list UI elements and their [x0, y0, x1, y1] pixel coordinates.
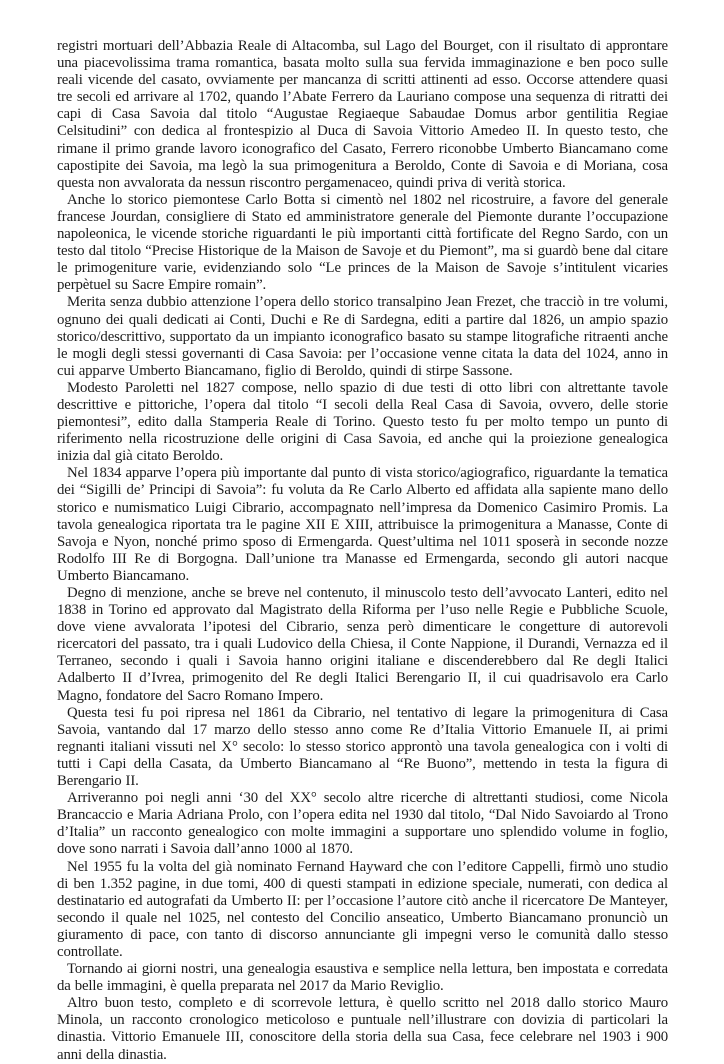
paragraph: Degno di menzione, anche se breve nel contenuto, il minuscolo testo dell’avvocato Lanteri, edito nel 1838 in Torino ed approvato dal Magistrato della Riforma per l’uso nelle Regie e Pubbliche Scuole, dove viene avvalorata l’ipotesi del Cibrario, senza però dimenticare le congetture di autorevoli ricercatori del passato, tra i quali Ludovico della Chiesa, il Conte Nappione, il Durandi, Vernazza ed il Terraneo, secondo i quali i Savoia hanno origini italiane e discenderebbero dal Re degli Italici Adalberto II d’Ivrea, primogenito del Re degli Italici Berengario II, il cui quadrisavolo era Carlo Magno, fondatore del Sacro Romano Impero.: [57, 585, 668, 704]
paragraph: registri mortuari dell’Abbazia Reale di Altacomba, sul Lago del Bourget, con il risultato di approntare una piacevolissima trama romantica, basata molto sulla sua fervida immaginazione e ben poco sulle reali vicende del casato, ovviamente per mancanza di scritti attinenti ad esso. Occorse attendere quasi tre secoli ed arrivare al 1702, quando l’Abate Ferrero da Lauriano compose una sequenza di ritratti dei capi di Casa Savoia dal titolo “Augustae Regiaeque Sabaudae Domus arbor gentilitia Regiae Celsitudini” con dedica al frontespizio al Duca di Savoia Vittorio Amedeo II. In questo testo, che rimane il primo grande lavoro iconografico del Casato, Ferrero riconobbe Umberto Biancamano come capostipite dei Savoia, ma legò la sua primogenitura a Beroldo, Conte di Savoia e di Moriana, cosa questa non avvalorata da nessun riscontro pergamenaceo, quindi priva di verità storica.: [57, 38, 668, 191]
paragraph: Nel 1834 apparve l’opera più importante dal punto di vista storico/agiografico, riguardante la tematica dei “Sigilli de’ Principi di Savoia”: fu voluta da Re Carlo Alberto ed affidata alla sapiente mano dello storico e numismatico Luigi Cibrario, accompagnato nell’impresa da Domenico Casimiro Promis. La tavola genealogica riportata tra le pagine XII E XIII, attribuisce la primogenitura a Manasse, Conte di Savoja e Nyon, nonché primo sposo di Ermengarda. Quest’ultima nel 1011 sposerà in seconde nozze Rodolfo III Re di Borgogna. Dall’unione tra Manasse ed Ermengarda, secondo gli autori nacque Umberto Biancamano.: [57, 465, 668, 584]
paragraph: Arriveranno poi negli anni ‘30 del XX° secolo altre ricerche di altrettanti studiosi, come Nicola Brancaccio e Maria Adriana Prolo, con l’opera edita nel 1930 dal titolo, “Dal Nido Savoiardo al Trono d’Italia” un racconto genealogico con molte immagini a supportare uno splendido volume in foglio, dove sono narrati i Savoia dall’anno 1000 al 1870.: [57, 790, 668, 858]
paragraph: Nel 1955 fu la volta del già nominato Fernand Hayward che con l’editore Cappelli, firmò uno studio di ben 1.352 pagine, in due tomi, 400 di questi stampati in edizione speciale, numerati, con dedica al destinatario ed autografati da Umberto II: per l’occasione l’autore citò anche il ricercatore De Manteyer, secondo il quale nel 1025, nel contesto del Concilio anseatico, Umberto Biancamano pronunciò un giuramento di pace, con tanto di discorso annunciante gli impegni verso le comunità dallo stesso controllate.: [57, 858, 668, 960]
paragraph: Merita senza dubbio attenzione l’opera dello storico transalpino Jean Frezet, che tracciò in tre volumi, ognuno dei quali dedicati ai Conti, Duchi e Re di Sardegna, editi a partire dal 1826, un ampio spazio storico/descrittivo, supportato da un impianto iconografico basato su stampe litografiche ritraenti anche le mogli degli stessi governanti di Casa Savoia: per l’occasione venne citata la data del 1024, anno in cui apparve Umberto Biancamano, figlio di Beroldo, quindi di stirpe Sassone.: [57, 294, 668, 379]
page-text: [57, 38, 668, 1064]
paragraph: Questa tesi fu poi ripresa nel 1861 da Cibrario, nel tentativo di legare la primogenitura di Casa Savoia, vantando dal 17 marzo dello stesso anno come Re d’Italia Vittorio Emanuele II, ai primi regnanti italiani vissuti nel X° secolo: lo stesso storico approntò una tavola genealogica con i volti di tutti i Capi della Casata, da Umberto Biancamano al “Re Buono”, mettendo in testa la figura di Berengario II.: [57, 704, 668, 790]
paragraph: Modesto Paroletti nel 1827 compose, nello spazio di due testi di otto libri con altrettante tavole descrittive e pittoriche, l’opera dal titolo “I secoli della Real Casa di Savoia, ovvero, delle storie piemontesi”, edito dalla Stamperia Reale di Torino. Questo testo fu per molto tempo un punto di riferimento nella ricostruzione delle origini di Casa Savoia, ed anche qui la proiezione genealogica inizia dal già citato Beroldo.: [57, 379, 668, 465]
paragraph: Anche lo storico piemontese Carlo Botta si cimentò nel 1802 nel ricostruire, a favore del generale francese Jourdan, consigliere di Stato ed amministratore generale del Piemonte durante l’occupazione napoleonica, le vicende storiche riguardanti le più importanti città fortificate del Regno Sardo, con un testo dal titolo “Precise Historique de la Maison de Savoje et du Piemont”, ma si guardò bene dal citare le primogeniture varie, evidenziando solo “Le princes de la Maison de Savoje s’intitulent vicaries perpètuel su Sacre Empire romain”.: [57, 191, 668, 294]
paragraph: Altro buon testo, completo e di scorrevole lettura, è quello scritto nel 2018 dallo storico Mauro Minola, un racconto cronologico meticoloso e puntuale nell’illustrare con dovizia di particolari la dinastia. Vittorio Emanuele III, conoscitore della storia della sua Casa, fece celebrare nel 1903 i 900 anni della dinastia.: [57, 995, 668, 1063]
paragraph: Tornando ai giorni nostri, una genealogia esaustiva e semplice nella lettura, ben impostata e corredata da belle immagini, è quella preparata nel 2017 da Mario Reviglio.: [57, 961, 668, 995]
